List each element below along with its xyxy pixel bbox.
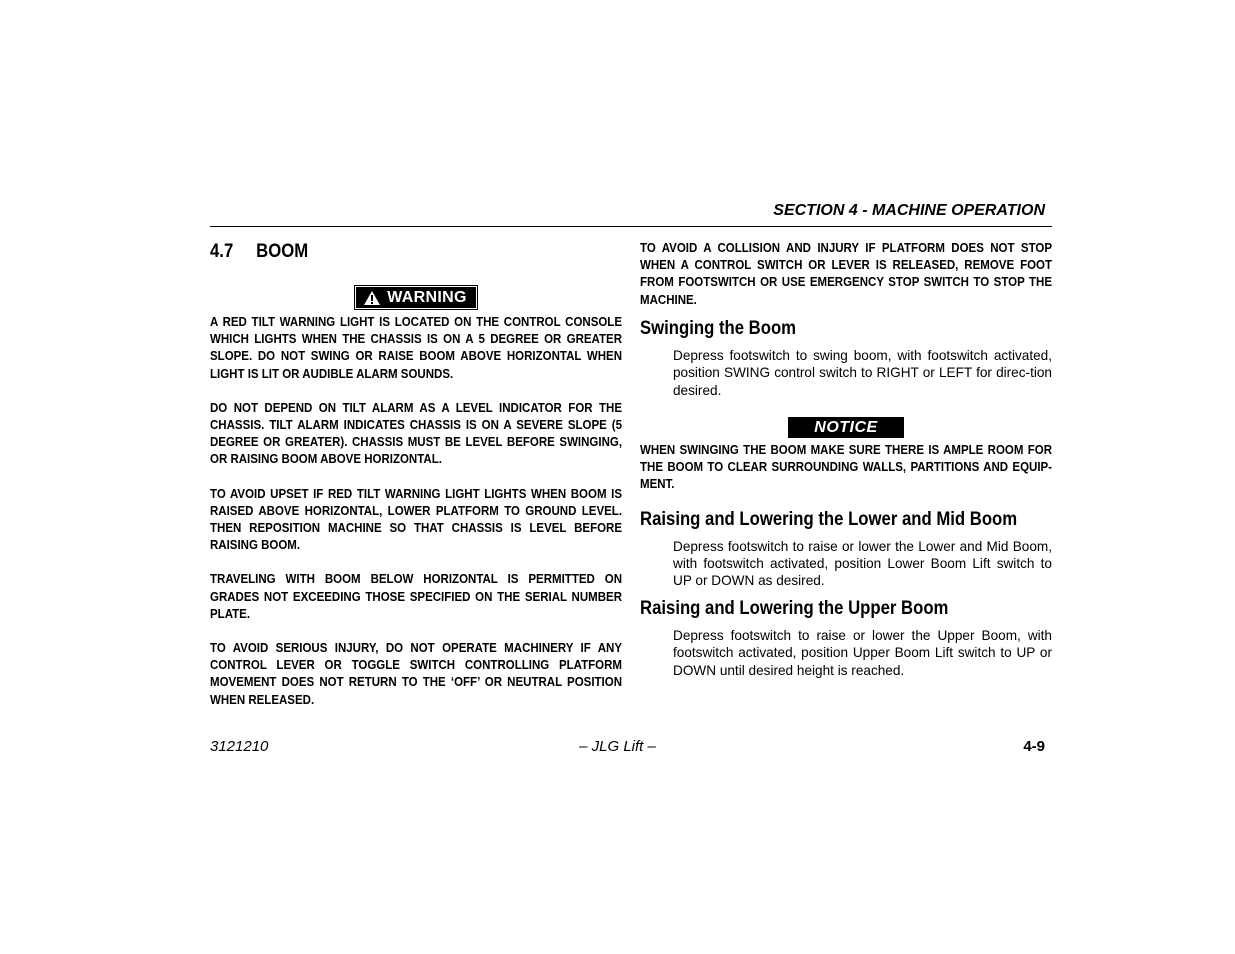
upper-boom-heading: Raising and Lowering the Upper Boom (640, 597, 949, 619)
warning-paragraph-continued: TO AVOID A COLLISION AND INJURY IF PLATFORM DOES NOT STOP WHEN A CONTROL SWITCH OR LEVER IS RELEASED, REMOVE FOOT FROM FOOTSWITCH OR USE EMERGENCY STOP SWITCH TO STOP THE MACHINE. (640, 241, 1053, 307)
notice-badge: NOTICE (788, 417, 904, 438)
right-column (640, 240, 1052, 679)
warning-label: WARNING (387, 288, 467, 306)
header-divider (210, 226, 1052, 227)
lower-mid-boom-heading: Raising and Lowering the Lower and Mid Boom (640, 508, 1018, 530)
left-column (210, 238, 622, 709)
section-number: 4.7 (210, 241, 234, 262)
warning-paragraph-3: TO AVOID UPSET IF RED TILT WARNING LIGHT LIGHTS WHEN BOOM IS RAISED ABOVE HORIZONTAL, LOWER PLATFORM TO GROUND LEVEL. THEN REPOSITION MACHINE SO THAT CHASSIS IS LEVEL BEFORE RAISING BOOM. (210, 486, 623, 553)
swinging-boom-heading: Swinging the Boom (640, 317, 797, 339)
page-number: 4-9 (1023, 738, 1045, 755)
section-heading (210, 241, 573, 263)
warning-paragraph-1: A RED TILT WARNING LIGHT IS LOCATED ON THE CONTROL CONSOLE WHICH LIGHTS WHEN THE CHASSIS IS ON A 5 DEGREE OR GREATER SLOPE. DO NOT SWING OR RAISE BOOM ABOVE HORIZONTAL WHEN LIGHT IS LIT OR AUDIBLE ALARM SOUNDS. (210, 315, 623, 381)
notice-text: WHEN SWINGING THE BOOM MAKE SURE THERE IS AMPLE ROOM FOR THE BOOM TO CLEAR SURROUNDING WALLS, PARTITIONS AND EQUIP-MENT. (640, 443, 1053, 492)
warning-paragraph-4: TRAVELING WITH BOOM BELOW HORIZONTAL IS PERMITTED ON GRADES NOT EXCEEDING THOSE SPECIFIED ON THE SERIAL NUMBER PLATE. (210, 572, 623, 621)
upper-boom-text: Depress footswitch to raise or lower the Upper Boom, with footswitch activated, position Upper Boom Lift switch to UP or DOWN until desired height is reached. (673, 627, 1052, 678)
section-title: BOOM (256, 241, 309, 262)
section-header-title: SECTION 4 - MACHINE OPERATION (773, 202, 1045, 219)
warning-badge (356, 287, 475, 308)
swinging-boom-text: Depress footswitch to swing boom, with footswitch activated, position SWING control switch to RIGHT or LEFT for direc-tion desired. (673, 347, 1052, 398)
warning-paragraph-2: DO NOT DEPEND ON TILT ALARM AS A LEVEL INDICATOR FOR THE CHASSIS. TILT ALARM INDICATES CHASSIS IS ON A SEVERE SLOPE (5 DEGREE OR GREATER). CHASSIS MUST BE LEVEL BEFORE SWINGING, OR RAISING BOOM ABOVE HORIZONTAL. (210, 400, 623, 467)
warning-badge-row (210, 287, 622, 308)
lower-mid-boom-text: Depress footswitch to raise or lower the Lower and Mid Boom, with footswitch activated, position Lower Boom Lift switch to UP or DOWN as desired. (673, 538, 1052, 589)
warning-paragraph-5: TO AVOID SERIOUS INJURY, DO NOT OPERATE MACHINERY IF ANY CONTROL LEVER OR TOGGLE SWITCH CONTROLLING PLATFORM MOVEMENT DOES NOT RETURN TO THE ‘OFF’ OR NEUTRAL POSITION WHEN RELEASED. (210, 641, 623, 707)
company-name: – JLG Lift – (579, 738, 656, 755)
document-number: 3121210 (210, 738, 269, 755)
notice-badge-row (640, 417, 1052, 438)
warning-triangle-icon (363, 290, 381, 306)
